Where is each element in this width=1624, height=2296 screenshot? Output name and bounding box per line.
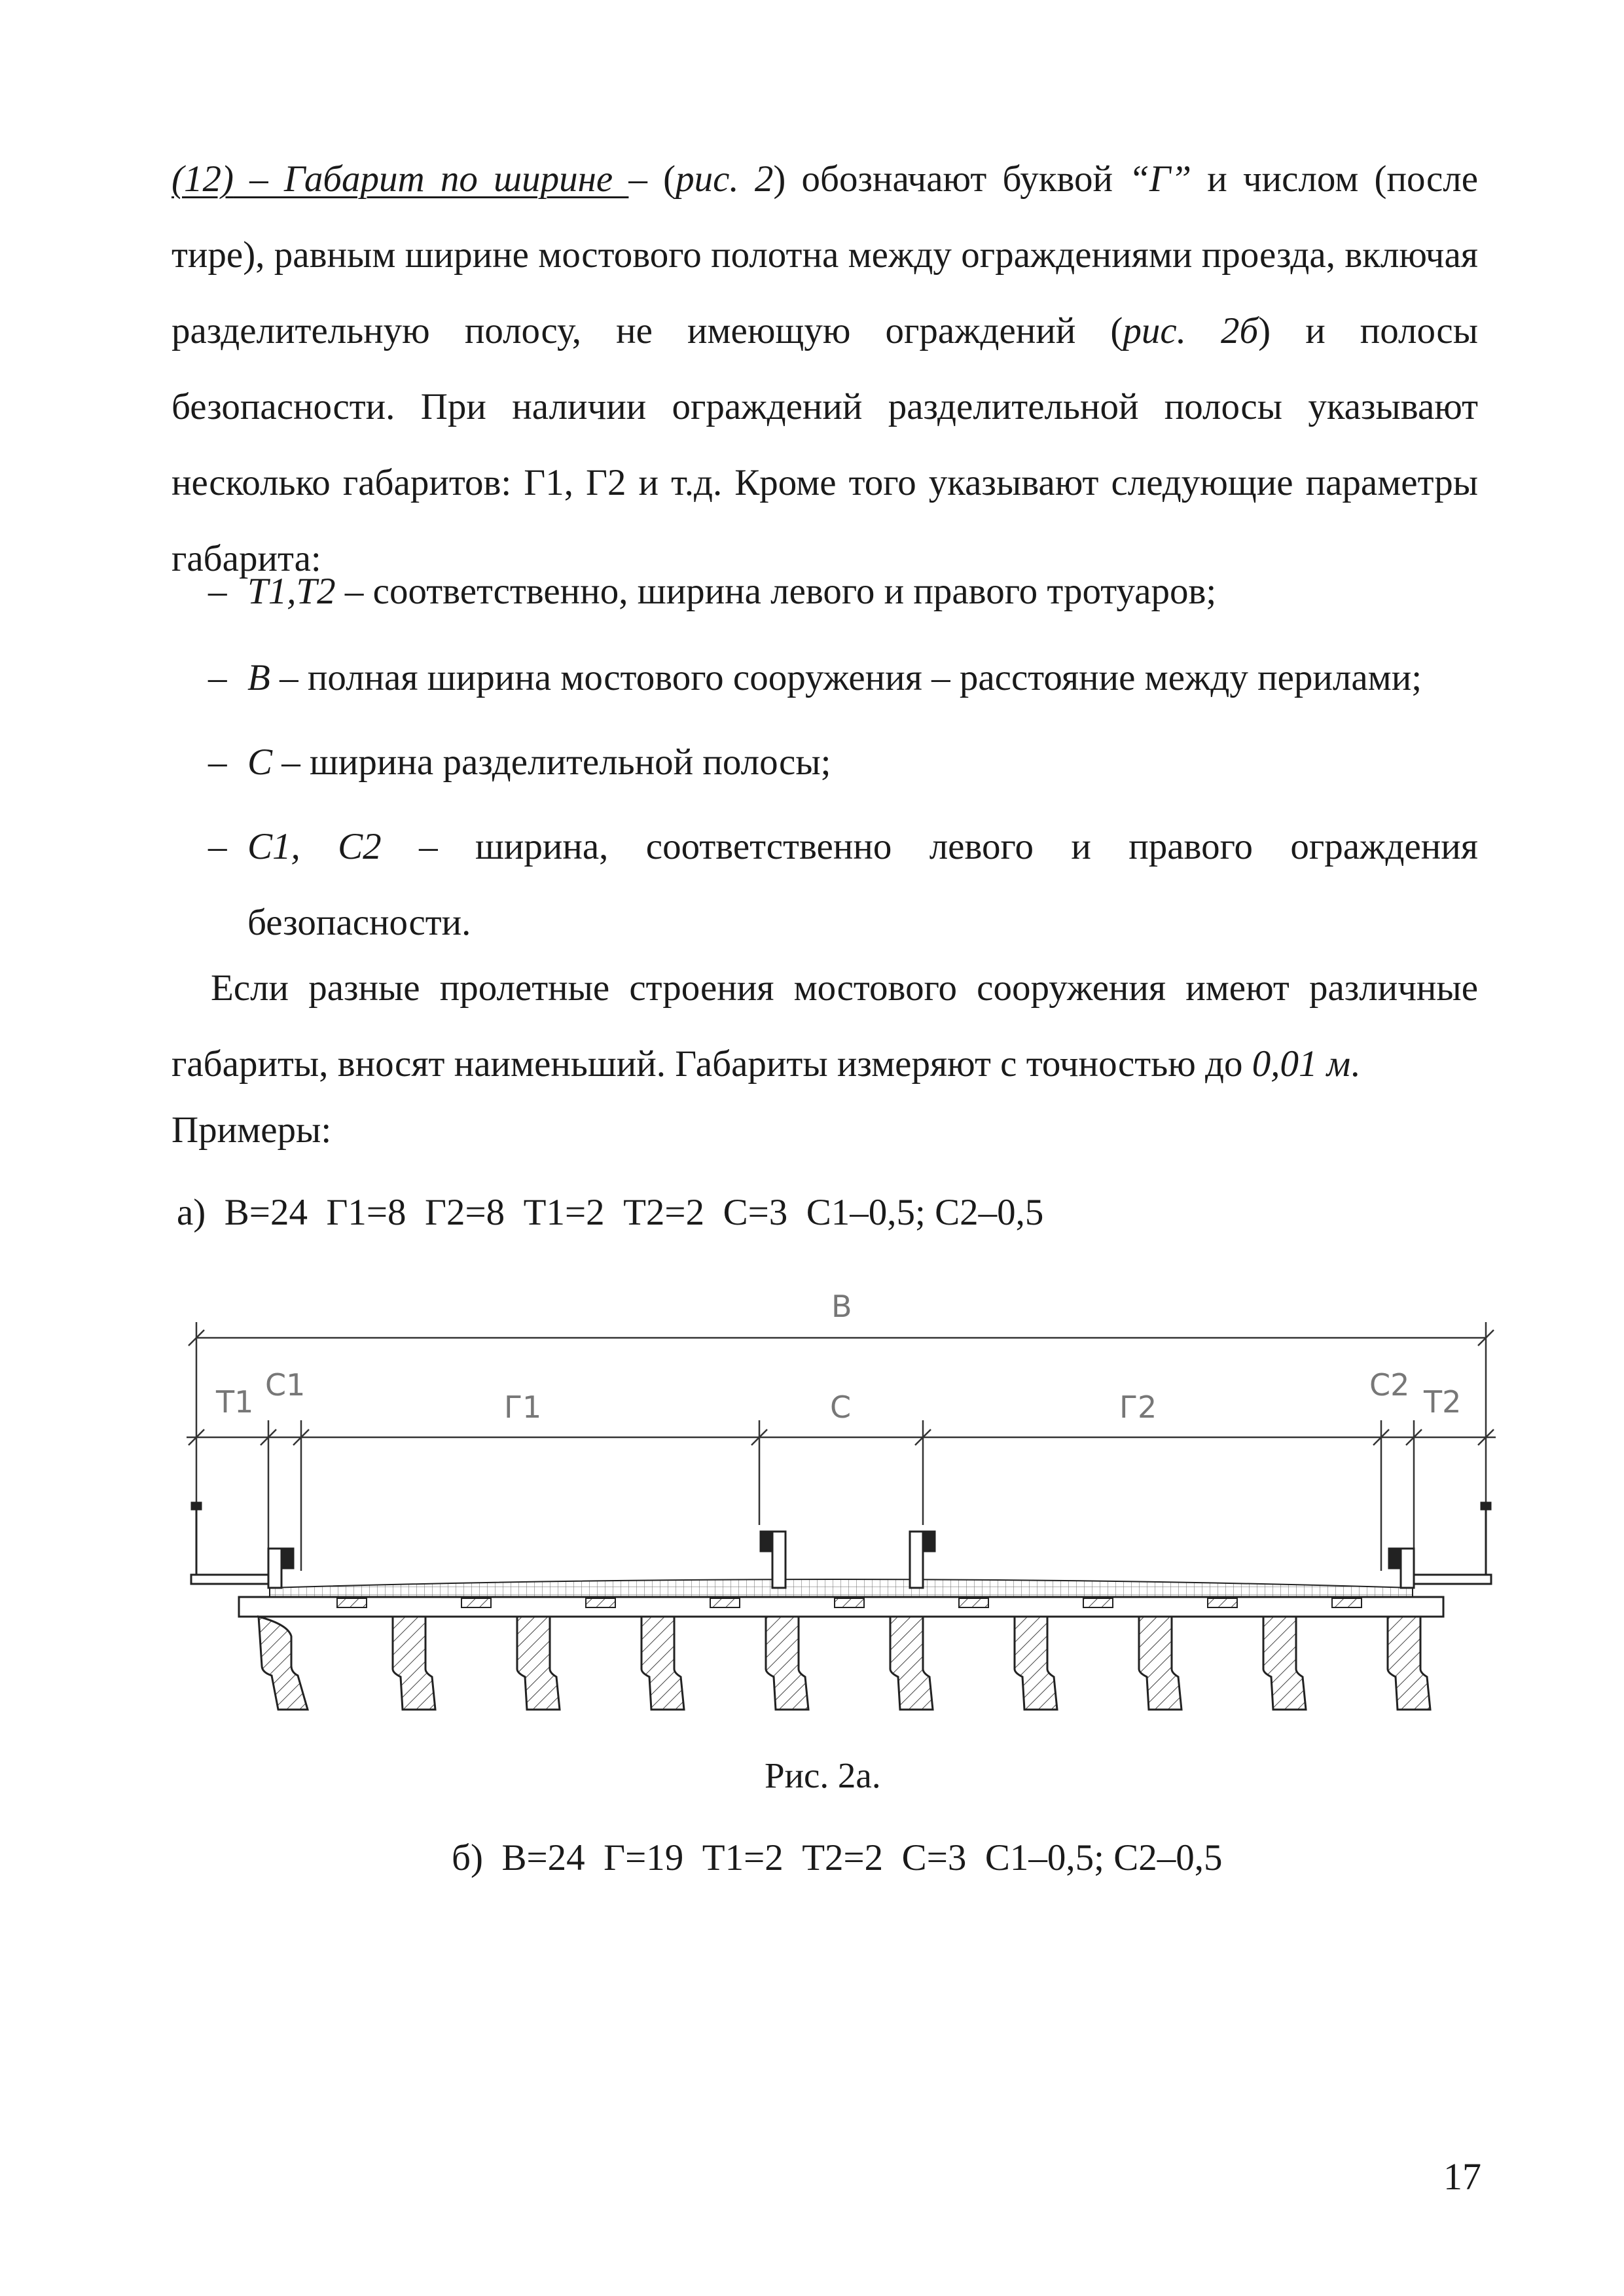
letter-g: “Г”	[1128, 158, 1192, 200]
definition-paragraph: (12) – Габарит по ширине – (рис. 2) обозначают буквой “Г” и числом (после тире), равным ширине мостового полотна между ограждениями проезда, включая разделительную полосу, не имеющую ограждений (рис. 2б) и полосы безопасности. При наличии ограждений разделительной полосы указывают несколько габаритов: Г1, Г2 и т.д. Кроме того указывают следующие параметры габарита:	[171, 158, 1478, 579]
label-C: C	[830, 1390, 852, 1425]
bullet-item: – Т1,Т2 – соответственно, ширина левого и правого тротуаров;	[208, 571, 1217, 612]
label-T2: T2	[1424, 1384, 1462, 1420]
label-C1: C1	[265, 1367, 306, 1403]
examples-heading: Примеры:	[171, 1109, 332, 1151]
page-number: 17	[1443, 2155, 1481, 2198]
label-T1: T1	[216, 1384, 254, 1420]
bullet-item: – C – ширина разделительной полосы;	[208, 742, 831, 783]
example-a: а) B=24 Г1=8 Г2=8 Т1=2 Т2=2 C=3 C1–0,5; C2–0,5	[177, 1192, 1044, 1233]
precision-value: 0,01 м	[1252, 1043, 1351, 1085]
girders	[259, 1617, 1430, 1710]
figure-caption: Рис. 2а.	[765, 1755, 881, 1795]
bridge-cross-section-figure	[0, 1270, 1624, 1754]
term-gabarit: – Габарит по ширине	[233, 158, 629, 200]
item-label: (12)	[171, 158, 234, 200]
sidewalks	[191, 1503, 1491, 1584]
bullet-item: – B – полная ширина мостового сооружения – расстояние между перилами;	[208, 657, 1422, 698]
figure-reference-2b: рис. 2б	[1123, 310, 1259, 351]
bullet-item: – C1, C2 – ширина, соответственно левого и правого ограждения безопасности.	[208, 826, 1479, 943]
label-G1: Г1	[504, 1390, 542, 1425]
dimension-lines	[187, 1322, 1496, 1571]
paragraph-smallest-gabarit: Если разные пролетные строения мостового сооружения имеют различные габариты, вносят наименьший. Габариты измеряют с точностью до 0,01 м.	[171, 967, 1478, 1085]
figure-reference: рис. 2	[676, 158, 774, 200]
label-C2: C2	[1369, 1367, 1410, 1403]
label-G2: Г2	[1119, 1390, 1157, 1425]
example-b: б) B=24 Г=19 Т1=2 Т2=2 C=3 C1–0,5; C2–0,5	[452, 1837, 1223, 1878]
label-B: B	[831, 1289, 852, 1324]
